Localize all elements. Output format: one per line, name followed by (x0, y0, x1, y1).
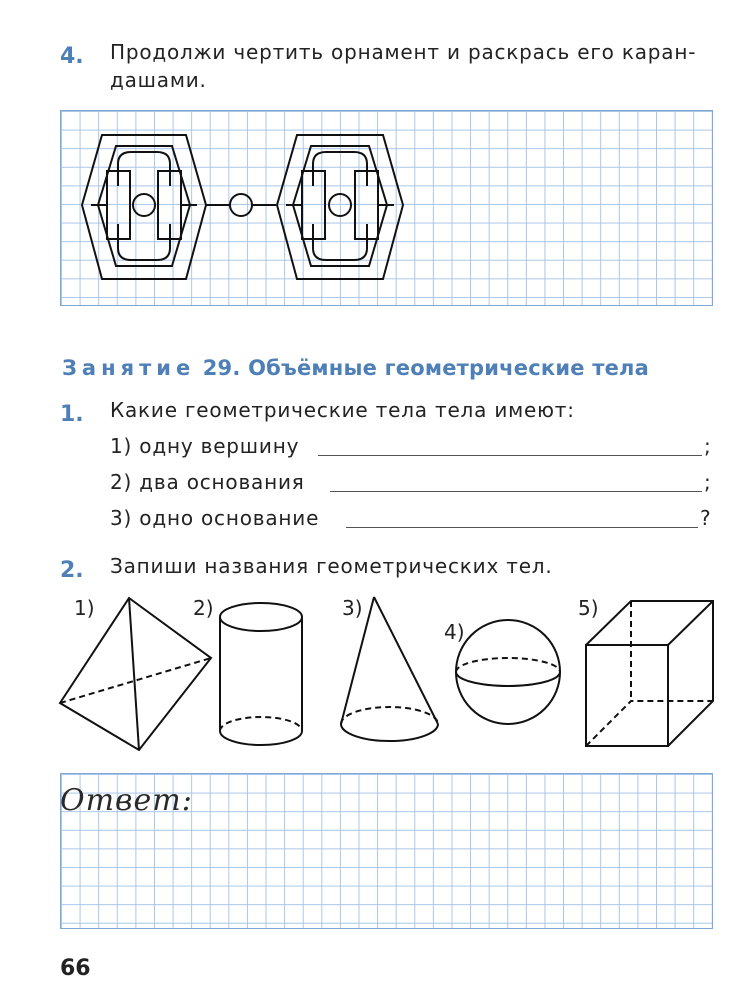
ornament-right-motif (277, 135, 403, 279)
ornament-left-motif (82, 135, 206, 279)
lesson-word: Занятие (62, 356, 196, 380)
task1-item-1-answer-line[interactable] (318, 455, 702, 456)
task1-item-3-label: 3) одно основание (110, 506, 320, 530)
figures-drawing (0, 580, 750, 760)
task1-item-2-end: ; (704, 470, 711, 494)
lesson-title: Объёмные геометрические тела (248, 356, 649, 380)
answer-label: Ответ: (60, 783, 193, 818)
task1-item-3-answer-line[interactable] (346, 527, 698, 528)
figure-2-label: 2) (193, 596, 214, 620)
task1-item-1-label: 1) одну вершину (110, 434, 300, 458)
figure-4-label: 4) (444, 620, 465, 644)
task1-item-1-end: ; (704, 434, 711, 458)
figure-5-label: 5) (578, 596, 599, 620)
task4-number: 4. (60, 44, 84, 69)
sphere-icon (456, 620, 560, 724)
ornament-drawing (0, 0, 750, 320)
lesson-heading (62, 356, 649, 380)
cylinder-icon (220, 603, 302, 745)
task2-text: Запиши названия геометрических тел. (110, 554, 553, 578)
lesson-number: 29. (202, 356, 241, 380)
task1-item-3-end: ? (700, 506, 711, 530)
task2-number: 2. (60, 558, 84, 583)
task1-question: Какие геометрические тела тела имеют: (110, 398, 575, 422)
figure-1-label: 1) (74, 596, 95, 620)
cube-icon (586, 601, 713, 746)
task4-text-line1: Продолжи чертить орнамент и раскрась его каран- (110, 40, 697, 64)
task1-item-2-answer-line[interactable] (330, 491, 702, 492)
page-number: 66 (60, 956, 91, 981)
pyramid-icon (60, 598, 211, 750)
task1-number: 1. (60, 402, 84, 427)
task4-text-line2: дашами. (110, 68, 207, 92)
cone-icon (341, 597, 438, 741)
figure-3-label: 3) (342, 596, 363, 620)
task1-item-2-label: 2) два основания (110, 470, 305, 494)
